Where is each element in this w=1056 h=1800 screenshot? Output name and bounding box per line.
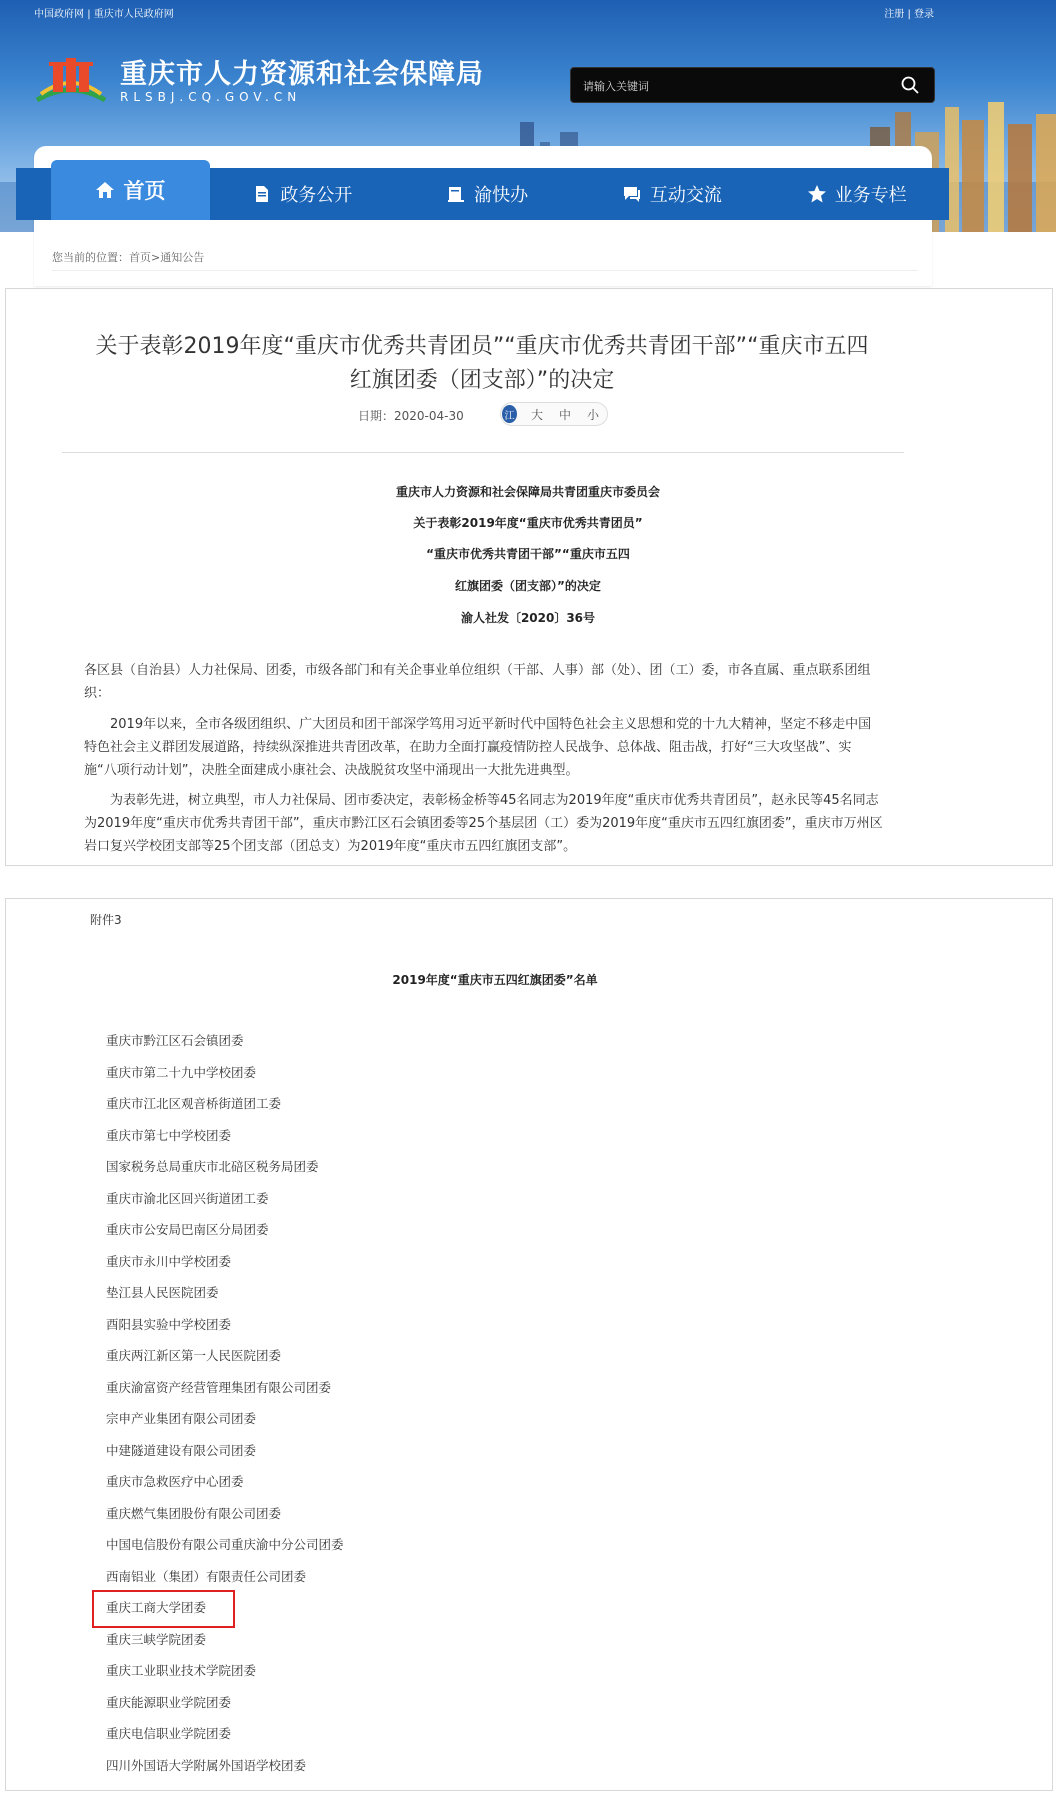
doc-number: 渝人社发〔2020〕36号 [460,611,596,625]
book-icon [446,184,466,204]
article-paragraph: 为表彰先进，树立典型，市人力社保局、团市委决定，表彰杨金桥等45名同志为2019年度“重庆市优秀共青团员”，赵永民等45名同志为2019年度“重庆市优秀共青团干部”，重庆市黔江区石会镇团委等25个基层团（工）委为2019年度“重庆市五四红旗团委”，重庆市万州区岩口复兴学校团支部等25个团支部（团总支）为2019年度“重庆市五四红旗团支部”。 [84,793,883,854]
top-links-left [34,5,174,20]
nav-label: 互动交流 [649,185,722,206]
list-item: 垫江县人民医院团委 [106,1285,219,1300]
list-item: 重庆两江新区第一人民医院团委 [106,1348,282,1363]
font-badge-icon: 江 [502,405,517,423]
article-title-line: 红旗团委（团支部）”的决定 [349,368,615,393]
main-nav [16,168,949,220]
doc-header-line: 关于表彰2019年度“重庆市优秀共青团员” [413,516,643,530]
search-box [570,67,935,103]
highlight-box [92,1590,235,1628]
list-item: 酉阳县实验中学校团委 [106,1316,232,1332]
top-links-right [884,5,934,20]
nav-yukuaiban[interactable] [395,168,580,220]
separator: | [907,9,911,20]
search-icon[interactable] [900,75,920,95]
list-item: 重庆市第二十九中学校团委 [106,1064,257,1080]
doc-header-line: 红旗团委（团支部）”的决定 [455,579,601,593]
nav-label: 首页 [123,179,166,203]
list-item: 重庆能源职业学院团委 [106,1694,232,1710]
doc-header-line: “重庆市优秀共青团干部”“重庆市五四 [426,547,630,561]
list-item: 重庆市黔江区石会镇团委 [106,1033,244,1048]
register-link[interactable]: 注册 [884,9,905,20]
list-item: 重庆三峡学院团委 [106,1631,207,1647]
breadcrumb [52,249,204,265]
nav-special-column[interactable] [764,168,949,220]
list-item-highlighted: 重庆工商大学团委 [106,1600,207,1615]
chat-icon [622,184,642,204]
bureau-logo-icon[interactable] [33,50,109,108]
list-item: 中国电信股份有限公司重庆渝中分公司团委 [106,1537,344,1552]
breadcrumb-home-link[interactable]: 首页 [129,251,151,264]
article-title-line: 关于表彰2019年度“重庆市优秀共青团员”“重庆市优秀共青团干部”“重庆市五四 [95,334,869,359]
site-domain: RLSBJ.CQ.GOV.CN [120,90,302,104]
gov-portal-link[interactable]: 中国政府网 [34,9,84,20]
list-title: 2019年度“重庆市五四红旗团委”名单 [392,973,598,987]
list-item: 重庆市永川中学校团委 [106,1253,232,1269]
list-item: 重庆市公安局巴南区分局团委 [106,1222,269,1237]
nav-label: 政务公开 [280,185,353,206]
attachment-label: 附件3 [90,913,122,927]
search-input[interactable] [581,74,885,98]
site-title: 重庆市人力资源和社会保障局 [120,59,484,90]
divider [62,452,904,453]
article-paragraph: 2019年以来，全市各级团组织、广大团员和团干部深学笃用习近平新时代中国特色社会主义思想和党的十九大精神，坚定不移走中国特色社会主义群团发展道路，持续纵深推进共青团改革，在助力全面打赢疫情防控人民战争、总体战、阻击战，打好“三大攻坚战”、实施“八项行动计划”，决胜全面建成小康社会、决战脱贫攻坚中涌现出一大批先进典型。 [84,717,872,778]
nav-label: 业务专栏 [834,185,907,206]
list-item: 重庆市江北区观音桥街道团工委 [106,1096,282,1111]
breadcrumb-prefix: 您当前的位置： [52,251,129,264]
list-item: 重庆工业职业技术学院团委 [106,1663,257,1678]
nav-home[interactable] [51,160,210,220]
org-list [106,1033,344,1789]
home-icon [95,180,115,200]
font-size-small[interactable]: 小 [586,407,599,422]
divider [52,270,918,271]
font-size-switcher [500,402,608,426]
font-size-medium[interactable]: 中 [558,407,571,422]
star-icon [807,184,827,204]
list-item: 四川外国语大学附属外国语学校团委 [106,1757,307,1773]
breadcrumb-separator: > [151,251,161,264]
nav-interaction[interactable] [579,168,764,220]
list-item: 重庆渝富资产经营管理集团有限公司团委 [106,1379,332,1395]
date-value: 2020-04-30 [394,409,464,423]
list-item: 重庆市急救医疗中心团委 [106,1474,244,1489]
article-date [358,407,464,424]
breadcrumb-current-link[interactable]: 通知公告 [160,251,205,264]
separator: | [87,9,91,20]
nav-label: 渝快办 [474,185,529,206]
list-item: 重庆电信职业学院团委 [106,1726,232,1741]
cq-gov-link[interactable]: 重庆市人民政府网 [93,9,174,20]
list-item: 国家税务总局重庆市北碚区税务局团委 [106,1159,319,1174]
nav-gov-affairs[interactable] [210,168,395,220]
article-title [52,330,912,398]
list-item: 中建隧道建设有限公司团委 [106,1442,257,1458]
article-paragraph: 各区县（自治县）人力社保局、团委，市级各部门和有关企事业单位组织（干部、人事）部（处）、团（工）委，市各直属、重点联系团组织： [84,663,871,701]
date-label: 日期： [358,409,395,423]
list-item: 重庆市第七中学校团委 [106,1127,232,1143]
font-size-large[interactable]: 大 [530,407,543,422]
list-item: 宗申产业集团有限公司团委 [106,1411,257,1426]
list-item: 重庆燃气集团股份有限公司团委 [106,1505,282,1521]
list-item: 重庆市渝北区回兴街道团工委 [106,1190,269,1206]
login-link[interactable]: 登录 [914,9,934,20]
doc-header-line: 重庆市人力资源和社会保障局共青团重庆市委员会 [395,485,660,499]
list-item: 西南铝业（集团）有限责任公司团委 [106,1568,307,1584]
document-icon [252,184,272,204]
